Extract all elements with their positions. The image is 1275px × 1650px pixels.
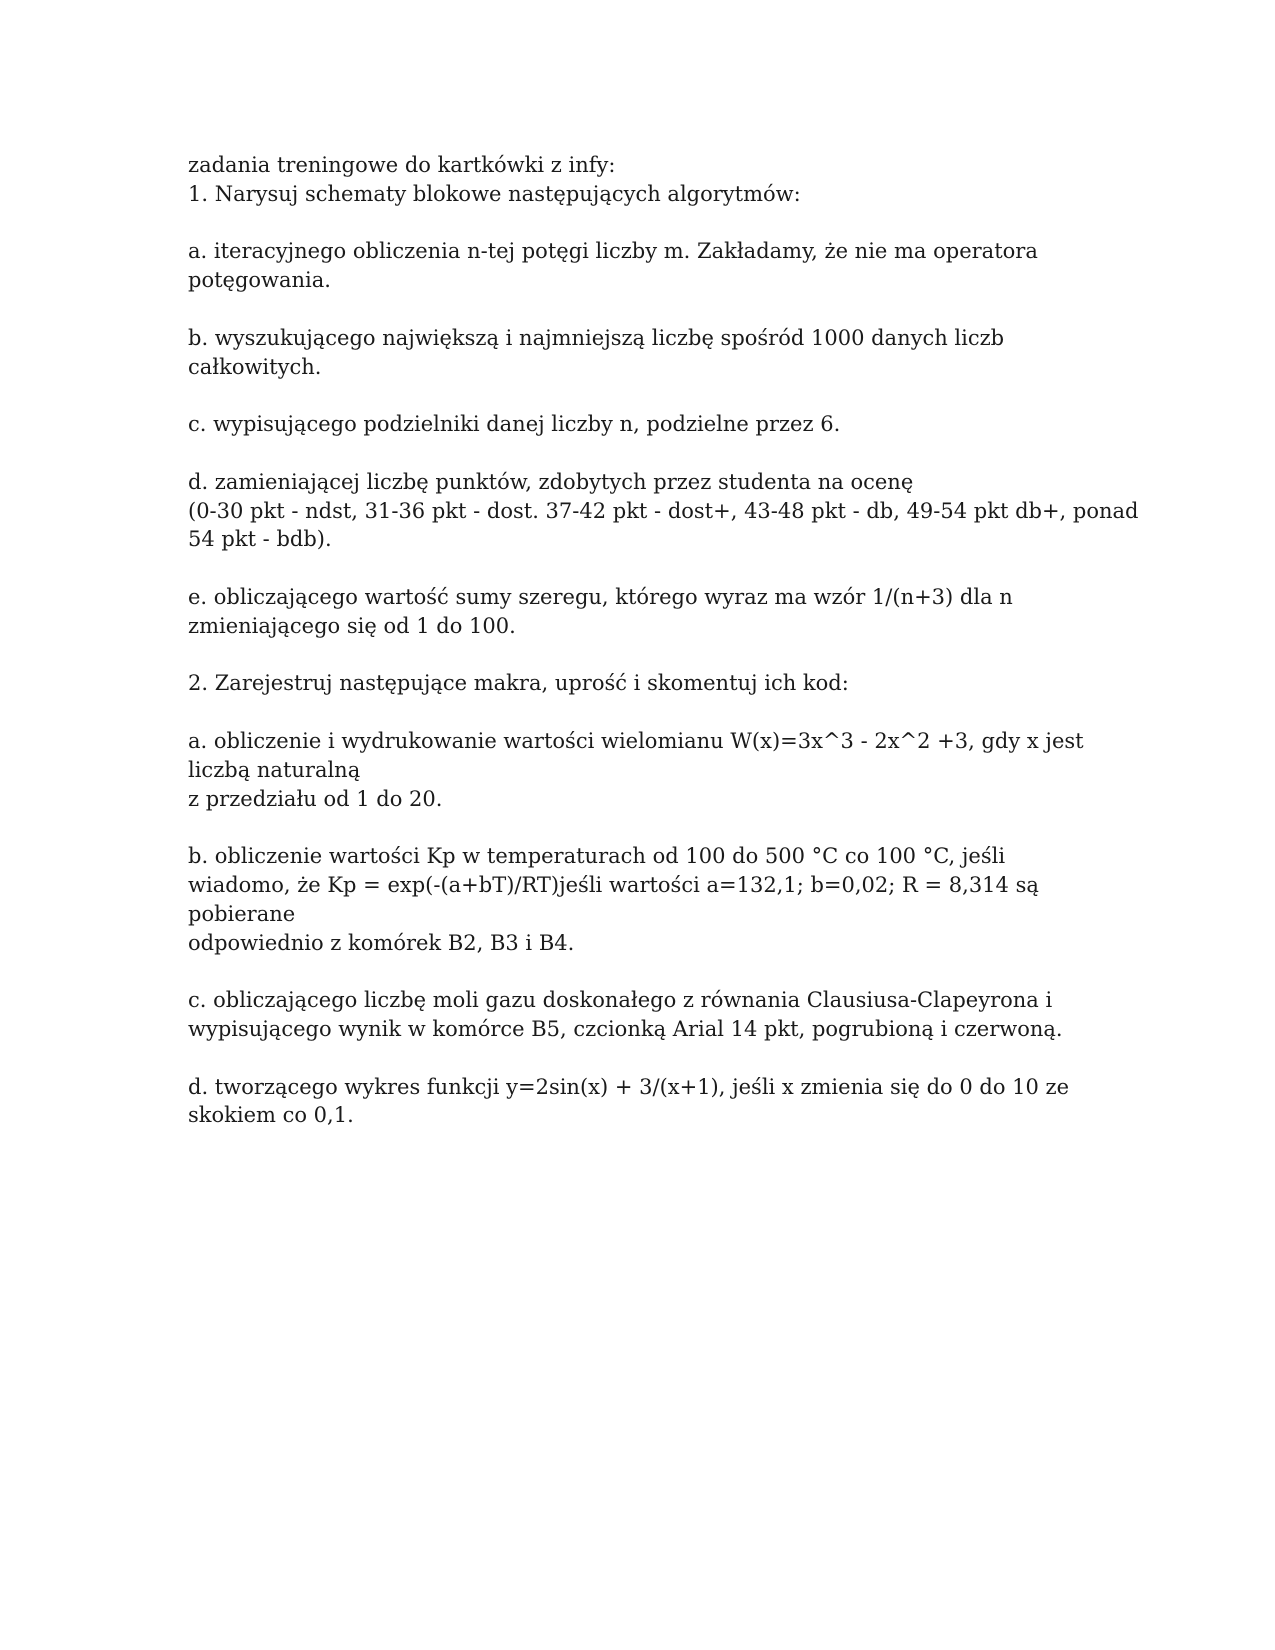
task-2a-line-3: z przedziału od 1 do 20. <box>188 786 443 811</box>
task-2c-line-1: c. obliczającego liczbę moli gazu doskonałego z równania Clausiusa-Clapeyrona i <box>188 988 1053 1013</box>
task-2b-line-3: pobierane <box>188 901 296 926</box>
task-1d-line-1: d. zamieniającej liczbę punktów, zdobytych przez studenta na ocenę <box>188 469 914 494</box>
task-1a-line-2: potęgowania. <box>188 268 331 293</box>
task-2b-line-2: wiadomo, że Kp = exp(-(a+bT)/RT)jeśli wartości a=132,1; b=0,02; R = 8,314 są <box>188 872 1039 897</box>
task-1d-line-3: 54 pkt - bdb). <box>188 527 332 552</box>
task-1b-line-1: b. wyszukującego największą i najmniejszą liczbę spośród 1000 danych liczb <box>188 325 1005 350</box>
task-1b-line-2: całkowitych. <box>188 354 322 379</box>
task-1d-line-2: (0-30 pkt - ndst, 31-36 pkt - dost. 37-42 pkt - dost+, 43-48 pkt - db, 49-54 pkt db+, ponad <box>188 498 1139 523</box>
document-body <box>188 151 1139 1130</box>
task-2b-line-1: b. obliczenie wartości Kp w temperaturach od 100 do 500 °C co 100 °C, jeśli <box>188 844 1006 869</box>
task-2a-line-1: a. obliczenie i wydrukowanie wartości wielomianu W(x)=3x^3 - 2x^2 +3, gdy x jest <box>188 728 1084 753</box>
blank-line <box>188 209 1088 238</box>
task-1e-line-2: zmieniającego się od 1 do 100. <box>188 613 516 638</box>
blank-line <box>188 439 1088 468</box>
task-2d-line-1: d. tworzącego wykres funkcji y=2sin(x) + 3/(x+1), jeśli x zmienia się do 0 do 10 ze <box>188 1074 1070 1099</box>
task-1a-line-1: a. iteracyjnego obliczenia n-tej potęgi liczby m. Zakładamy, że nie ma operatora <box>188 239 1038 264</box>
task-1c-line-1: c. wypisującego podzielniki danej liczby n, podzielne przez 6. <box>188 412 841 437</box>
task-2b-line-4: odpowiednio z komórek B2, B3 i B4. <box>188 930 575 955</box>
blank-line <box>188 554 1088 583</box>
task-1e-line-1: e. obliczającego wartość sumy szeregu, którego wyraz ma wzór 1/(n+3) dla n <box>188 584 1013 609</box>
blank-line <box>188 698 1088 727</box>
task-1-heading: 1. Narysuj schematy blokowe następujących algorytmów: <box>188 181 801 206</box>
task-2d-line-2: skokiem co 0,1. <box>188 1103 354 1128</box>
blank-line <box>188 1044 1088 1073</box>
blank-line <box>188 641 1088 670</box>
document-title: zadania treningowe do kartkówki z infy: <box>188 153 616 177</box>
task-2-heading: 2. Zarejestruj następujące makra, uprość i skomentuj ich kod: <box>188 671 849 696</box>
blank-line <box>188 813 1088 842</box>
blank-line <box>188 957 1088 986</box>
blank-line <box>188 295 1088 324</box>
task-2c-line-2: wypisującego wynik w komórce B5, czcionką Arial 14 pkt, pogrubioną i czerwoną. <box>188 1016 1063 1041</box>
blank-line <box>188 381 1088 410</box>
task-2a-line-2: liczbą naturalną <box>188 757 361 782</box>
